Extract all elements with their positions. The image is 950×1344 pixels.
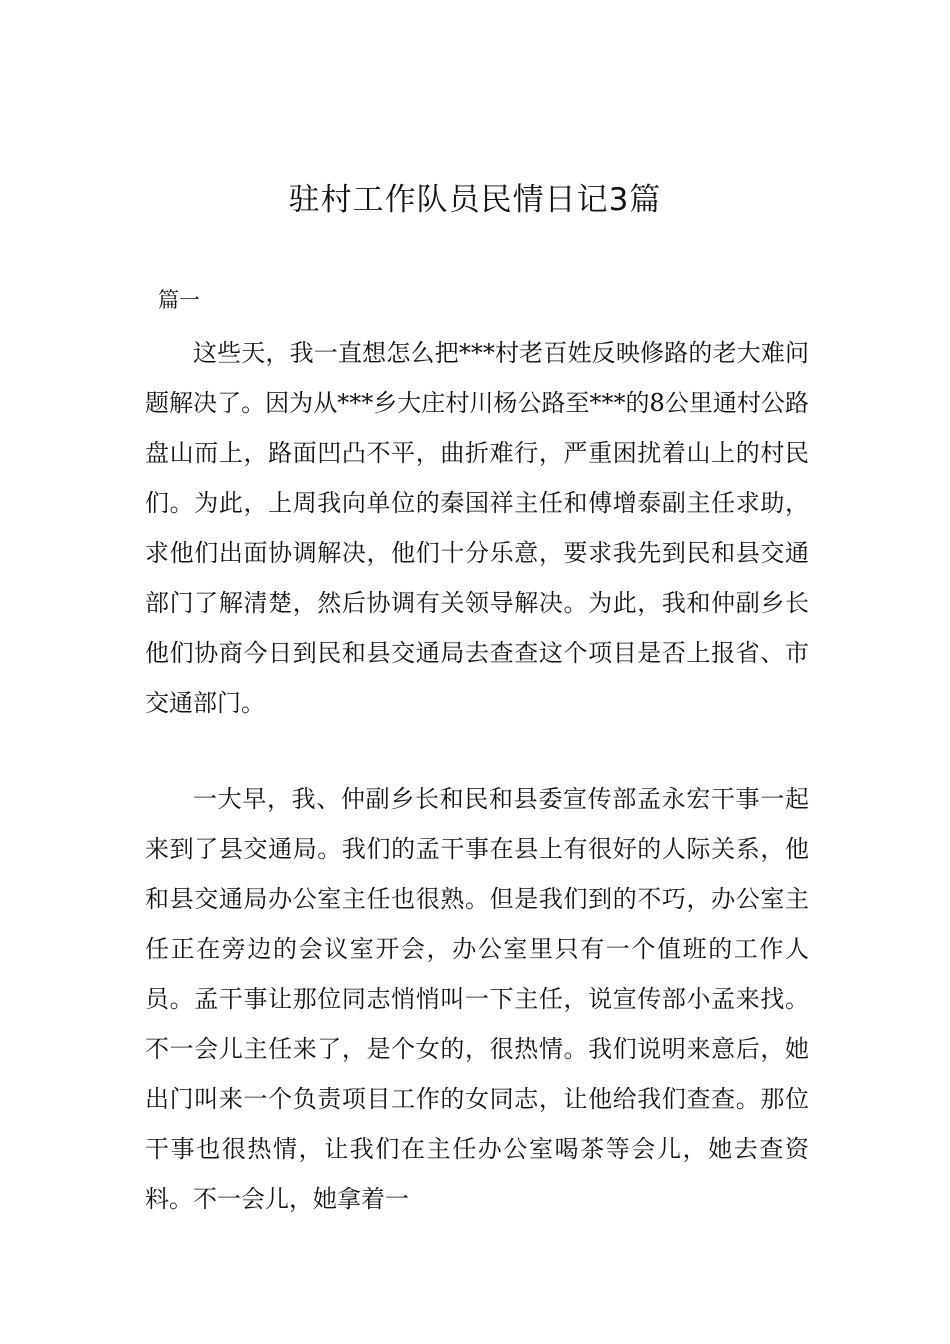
paragraph-1: 这些天，我一直想怎么把***村老百姓反映修路的老大难问题解决了。因为从***乡大庄村川杨公路至***的8公里通村公路盘山而上，路面凹凸不平，曲折难行，严重困扰着山上的村民们。为此，上周我向单位的秦国祥主任和傅增泰副主任求助，求他们出面协调解决，他们十分乐意，要求我先到民和县交通部门了解清楚，然后协调有关领导解决。为此，我和仲副乡长他们协商今日到民和县交通局去查查这个项目是否上报省、市交通部门。 bbox=[145, 339, 809, 717]
document-title: 驻村工作队员民情日记3篇 bbox=[288, 182, 662, 218]
section-label: 篇一 bbox=[158, 288, 200, 312]
paragraph-2: 一大早，我、仲副乡长和民和县委宣传部孟永宏干事一起来到了县交通局。我们的孟干事在县上有很好的人际关系，他和县交通局办公室主任也很熟。但是我们到的不巧，办公室主任正在旁边的会议室开会，办公室里只有一个值班的工作人员。孟干事让那位同志悄悄叫一下主任，说宣传部小孟来找。不一会儿主任来了，是个女的，很热情。我们说明来意后，她出门叫来一个负责项目工作的女同志，让他给我们查查。那位干事也很热情，让我们在主任办公室喝茶等会儿，她去查资料。不一会儿，她拿着一 bbox=[145, 785, 809, 1213]
